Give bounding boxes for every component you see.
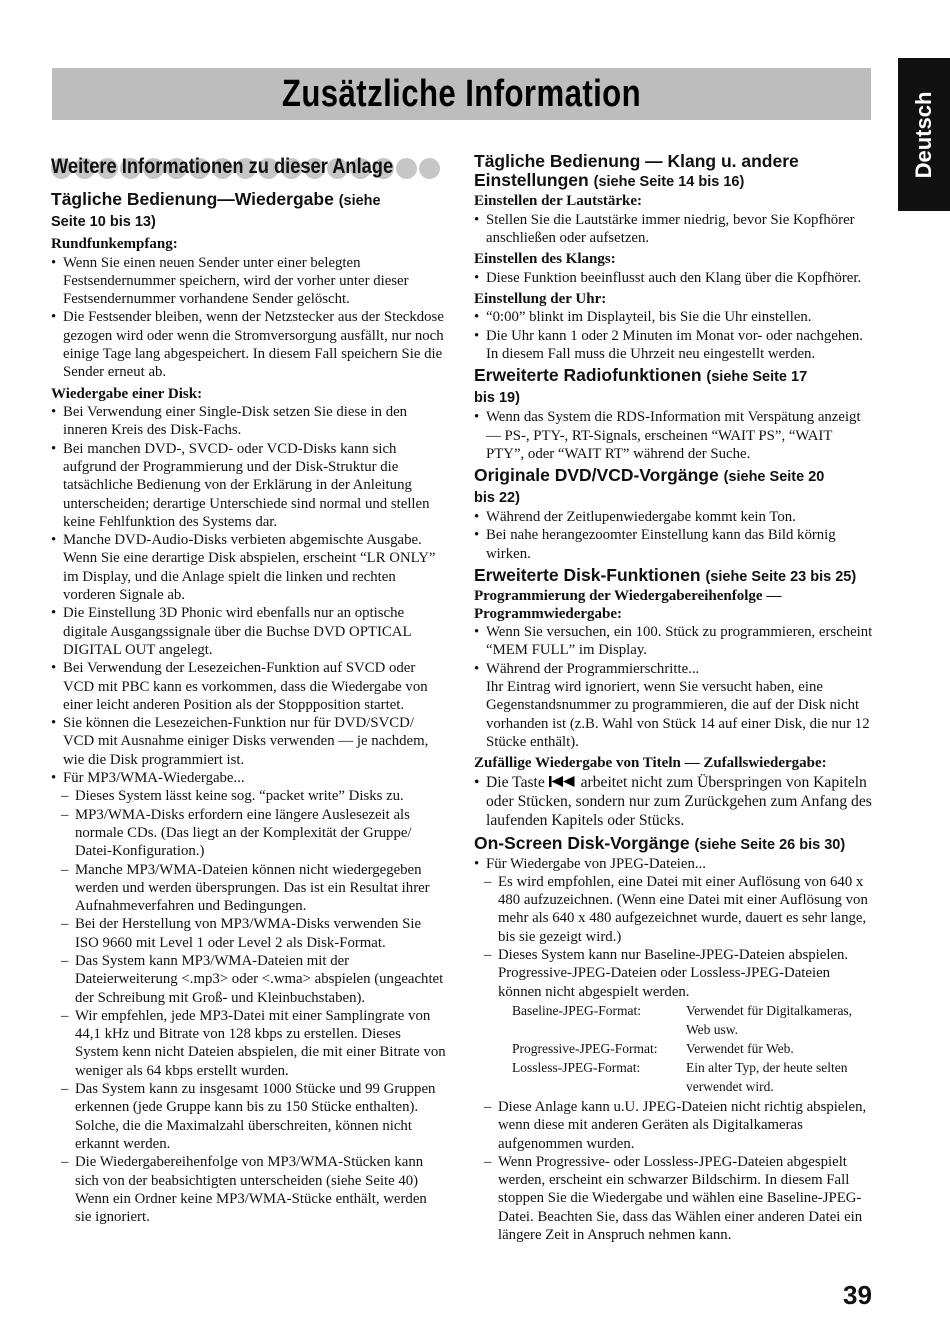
- page-number: 39: [843, 1280, 872, 1310]
- sub-list-item: – Das System kann MP3/WMA-Dateien mit der Dateierweiterung <.mp3> oder <.wma> abspielen (ungeachtet der Schreibung mit Groß- und Kleinbuchstaben).: [51, 952, 446, 1007]
- list-item: • Bei manchen DVD-, SVCD- oder VCD-Disks kann sich aufgrund der Programmierung und der Disk-Struktur die tatsächliche Bedienung von der Erklärung in der Anleitung unterscheiden; derartige Unterschiede sind normal und stellen keine Fehlfunktion des Systems dar.: [51, 440, 446, 531]
- list-item: • Stellen Sie die Lautstärke immer niedrig, bevor Sie Kopfhörer anschließen oder aufsetzen.: [474, 211, 874, 248]
- radio-functions-ref-2: bis 19): [474, 390, 520, 407]
- language-tab: [898, 58, 950, 211]
- list-item: • Bei nahe herangezoomter Einstellung kann das Bild körnig wirken.: [474, 526, 874, 563]
- random-playback-list: [474, 773, 874, 831]
- random-text-before: Die Taste: [486, 773, 549, 791]
- format-name: Lossless-JPEG-Format:: [512, 1059, 641, 1075]
- list-item: • “0:00” blinkt im Displayteil, bis Sie die Uhr einstellen.: [474, 308, 874, 326]
- dvd-operations-ref-2: bis 22): [474, 490, 520, 507]
- page-title: Zusätzliche Information: [281, 73, 642, 115]
- radio-functions-list: [474, 408, 874, 463]
- sub-list-item: – Es wird empfohlen, eine Datei mit einer Auflösung von 640 x 480 aufzuzeichnen. (Wenn eine Datei mit einer Auflösung von mehr als 640 x 480 aufgezeichnet wurde, dauert es sehr lange, bis sie gezeigt wird.): [474, 873, 874, 946]
- clock-list: [474, 308, 874, 363]
- section-header: [51, 152, 446, 186]
- sub-list-item: – Das System kann zu insgesamt 1000 Stücke und 99 Gruppen erkennen (jede Gruppe kann bis zu 150 Stücke enthalten). Solche, die die Maximalzahl überschreiten, können nicht erkannt werden.: [51, 1080, 446, 1153]
- format-name: Baseline-JPEG-Format:: [512, 1002, 641, 1018]
- list-item: • Wenn das System die RDS-Information mit Verspätung anzeigt — PS-, PTY-, RT-Signals, erscheinen “WAIT PS”, “WAIT PTY”, oder “WAIT RT” während der Suche.: [474, 408, 874, 463]
- playback-ref-2: Seite 10 bis 13): [51, 214, 156, 230]
- list-item: • Wenn Sie einen neuen Sender unter einer belegten Festsendernummer speichern, wird der vorher unter dieser Festsendernummer vorhandene Sender gelöscht.: [51, 254, 446, 309]
- list-item: • Während der Zeitlupenwiedergabe kommt kein Ton.: [474, 508, 874, 526]
- list-item: • Diese Funktion beeinflusst auch den Klang über die Kopfhörer.: [474, 269, 874, 287]
- list-item: • Während der Programmierschritte...: [474, 660, 874, 678]
- onscreen-ref: (siehe Seite 26 bis 30): [694, 836, 846, 853]
- disc-functions-ref: (siehe Seite 23 bis 25): [705, 569, 857, 586]
- disc-playback-heading: Wiedergabe einer Disk:: [51, 385, 203, 402]
- random-text-after: arbeitet nicht zum Überspringen von Kapiteln oder Stücken, sondern nur zum Zurückgehen zum Anfang des laufenden Kapitels oder Stücks.: [486, 773, 872, 830]
- program-playback-list: [474, 623, 874, 751]
- previous-track-icon: [549, 774, 577, 791]
- section-title: Weitere Informationen zu dieser Anlage: [51, 155, 394, 178]
- list-item: • Bei Verwendung einer Single-Disk setzen Sie diese in den inneren Kreis des Disk-Fachs.: [51, 403, 446, 440]
- onscreen-heading-text: On-Screen Disk-Vorgänge: [474, 832, 690, 853]
- sub-list-item: – Bei der Herstellung von MP3/WMA-Disks verwenden Sie ISO 9660 mit Level 1 oder Level 2 als Disk-Format.: [51, 915, 446, 952]
- list-item: • Die Einstellung 3D Phonic wird ebenfalls nur an optische digitale Ausgangssignale über die Buchse DVD OPTICAL DIGITAL OUT angelegt.: [51, 604, 446, 659]
- volume-heading: Einstellen der Lautstärke:: [474, 193, 643, 209]
- disc-functions-heading-text: Erweiterte Disk-Funktionen: [474, 565, 701, 586]
- sound-heading-line2: Einstellungen: [474, 170, 589, 190]
- tone-heading: Einstellen des Klangs:: [474, 251, 616, 268]
- format-description: Verwendet für Web.: [686, 1040, 794, 1056]
- radio-reception-heading: Rundfunkempfang:: [51, 236, 178, 252]
- language-tab-label: Deutsch: [911, 91, 936, 178]
- radio-functions-heading-text: Erweiterte Radiofunktionen: [474, 365, 702, 386]
- playback-heading: [51, 190, 446, 232]
- sub-list-item: – Dieses System kann nur Baseline-JPEG-Dateien abspielen. Progressive-JPEG-Dateien oder Lossless-JPEG-Dateien können nicht abgespielt werden.: [474, 946, 874, 1001]
- radio-functions-ref: (siehe Seite 17: [706, 369, 808, 386]
- program-heading-line1: Programmierung der Wiedergabereihenfolge —: [474, 588, 782, 605]
- list-item: [474, 773, 874, 831]
- list-item: • Bei Verwendung der Lesezeichen-Funktion auf SVCD oder VCD mit PBC kann es vorkommen, dass die Wiedergabe von einer leicht anderen Position als der Stoppposition startet.: [51, 659, 446, 714]
- onscreen-list: [474, 855, 874, 1001]
- list-item: • Für MP3/WMA-Wiedergabe...: [51, 769, 446, 787]
- sub-list-item: – Wenn Progressive- oder Lossless-JPEG-Dateien abgespielt werden, erscheint ein schwarzer Bildschirm. In diesem Fall stoppen Sie die Wiedergabe und wählen eine Baseline-JPEG-Datei. Beachten Sie, dass das Wählen einer anderen Datei ein längere Zeit in Anspruch nehmen kann.: [474, 1153, 874, 1244]
- dvd-operations-heading-text: Originale DVD/VCD-Vorgänge: [474, 465, 719, 486]
- title-bar: [52, 68, 871, 120]
- left-column: [51, 152, 446, 1226]
- sub-list-item: – Wir empfehlen, jede MP3-Datei mit einer Samplingrate von 44,1 kHz und Bitrate von 128 kbps zu erstellen. Dieses System kenn nicht Dateien abspielen, die mit einer Bitrate von weniger als 64 kbps erstellt wurden.: [51, 1007, 446, 1080]
- volume-list: [474, 211, 874, 248]
- table-row: [512, 1001, 874, 1039]
- clock-heading: Einstellung der Uhr:: [474, 290, 607, 307]
- dvd-operations-list: [474, 508, 874, 563]
- program-playback-heading: [474, 588, 874, 623]
- format-description: Verwendet für Digitalkameras, Web usw.: [686, 1002, 853, 1037]
- list-item: • Für Wiedergabe von JPEG-Dateien...: [474, 855, 874, 873]
- tone-list: [474, 269, 874, 287]
- sub-list-item: – Diese Anlage kann u.U. JPEG-Dateien nicht richtig abspielen, wenn diese mit anderen Geräten als Digitalkameras aufgenommen wurden.: [474, 1098, 874, 1153]
- list-item: • Die Festsender bleiben, wenn der Netzstecker aus der Steckdose gezogen wird oder wenn die Stromversorgung ausfällt, nur noch einige Tage lang abgespeichert. In diesem Fall speichern Sie die Sender erneut ab.: [51, 308, 446, 381]
- table-row: [512, 1039, 874, 1058]
- disc-playback-list: [51, 403, 446, 1226]
- random-playback-heading: Zufällige Wiedergabe von Titeln — Zufallswiedergabe:: [474, 755, 827, 772]
- sub-list-item: – MP3/WMA-Disks erfordern eine längere Auslesezeit als normale CDs. (Das liegt an der Komplexität der Gruppe/ Datei-Konfiguration.): [51, 806, 446, 861]
- disc-functions-heading: [474, 566, 874, 587]
- sound-heading-line1: Tägliche Bedienung — Klang u. andere: [474, 151, 799, 171]
- list-item-note: Ihr Eintrag wird ignoriert, wenn Sie versucht haben, eine Gegenstandsnummer zu programmieren, die auf der Disk nicht vorhanden ist (z.B. Wahl von Stück 14 auf einer Disk, die nur 12 Stücke enthält).: [486, 678, 870, 750]
- playback-ref: (siehe: [338, 193, 381, 209]
- dvd-operations-ref: (siehe Seite 20: [723, 469, 825, 486]
- list-item: • Wenn Sie versuchen, ein 100. Stück zu programmieren, erscheint “MEM FULL” im Display.: [474, 623, 874, 660]
- radio-reception-list: [51, 254, 446, 382]
- list-item: • Die Uhr kann 1 oder 2 Minuten im Monat vor- oder nachgehen. In diesem Fall muss die Uhrzeit neu eingestellt werden.: [474, 327, 874, 364]
- radio-functions-heading: [474, 366, 874, 408]
- sub-list-item: – Die Wiedergabereihenfolge von MP3/WMA-Stücken kann sich von der beabsichtigten unterscheiden (siehe Seite 40) Wenn ein Ordner keine MP3/WMA-Stücke enthält, werden sie ignoriert.: [51, 1153, 446, 1226]
- jpeg-format-table: [512, 1001, 874, 1096]
- format-description: Ein alter Typ, der heute selten verwendet wird.: [686, 1059, 848, 1094]
- list-item: • Manche DVD-Audio-Disks verbieten abgemischte Ausgabe. Wenn Sie eine derartige Disk abspielen, erscheint “LR ONLY” im Display, und die Anlage spielt die linken und rechten vorderen Signale ab.: [51, 531, 446, 604]
- onscreen-list-2: [474, 1098, 874, 1244]
- list-item: • Sie können die Lesezeichen-Funktion nur für DVD/SVCD/ VCD mit Ausnahme einiger Disks verwenden — je nachdem, wie die Disk programmiert ist.: [51, 714, 446, 769]
- sub-list-item: – Dieses System lässt keine sog. “packet write” Disks zu.: [51, 787, 446, 805]
- program-heading-line2: Programmwiedergabe:: [474, 605, 623, 622]
- sound-settings-heading: [474, 152, 874, 192]
- sub-list-item: – Manche MP3/WMA-Dateien können nicht wiedergegeben werden und werden übersprungen. Das ist ein Resultat ihrer Aufnahmeverfahren und Bedingungen.: [51, 861, 446, 916]
- format-name: Progressive-JPEG-Format:: [512, 1040, 658, 1056]
- onscreen-operations-heading: [474, 834, 874, 855]
- dvd-operations-heading: [474, 466, 874, 508]
- table-row: [512, 1058, 874, 1096]
- playback-heading-text: Tägliche Bedienung—Wiedergabe: [51, 189, 334, 209]
- right-column: [474, 152, 874, 1244]
- sound-ref: (siehe Seite 14 bis 16): [593, 174, 745, 190]
